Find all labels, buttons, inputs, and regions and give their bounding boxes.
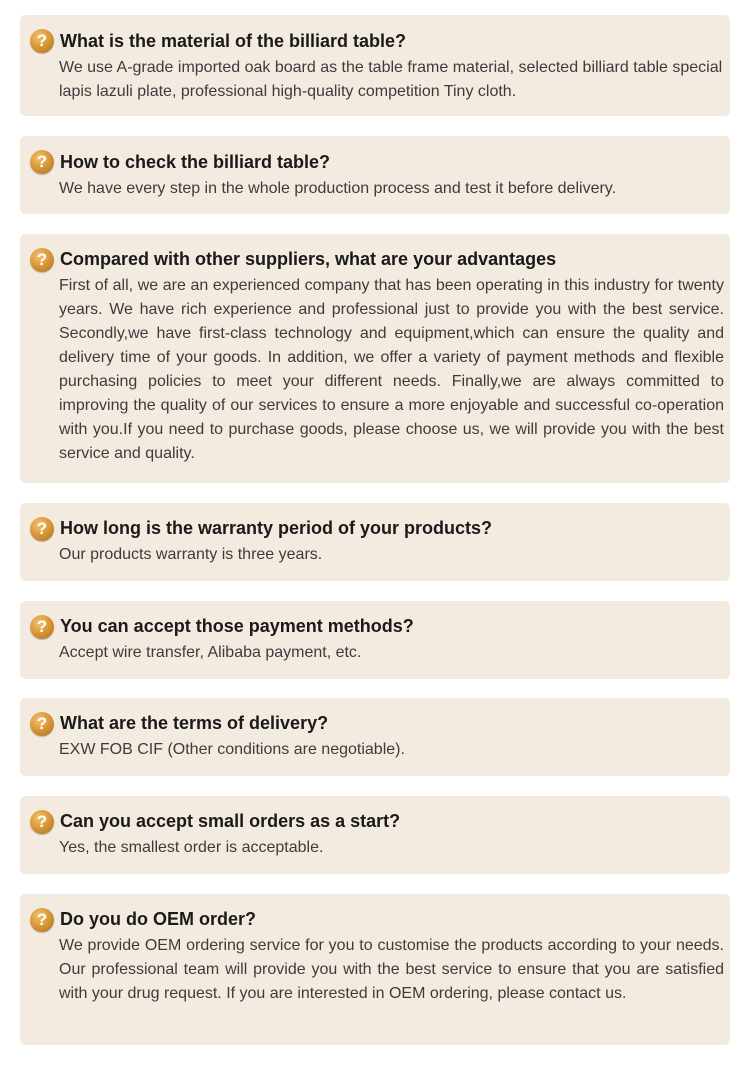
faq-question: What are the terms of delivery? [60,713,329,733]
faq-answer: First of all, we are an experienced company that has been operating in this industry for twenty years. We have rich experience and professional just to provide you with the best service. Secondly,we have first-class technology and equipment,which can ensure the quality and delivery time of your goods. In addition, we offer a variety of payment methods and flexible purchasing policies to meet your different needs. Finally,we are always committed to improving the quality of our services to ensure a more enjoyable and successful co-operation with you.If you need to purchase goods, please choose us, we will provide you with the best service and quality. [59,277,724,462]
question-icon: ? [30,517,54,541]
question-icon: ? [30,29,54,53]
faq-question: You can accept those payment methods? [60,616,414,636]
faq-card-oem [20,894,730,1045]
question-icon: ? [30,712,54,736]
faq-question: How long is the warranty period of your products? [60,518,493,538]
faq-question: Compared with other suppliers, what are your advantages [60,249,557,269]
question-icon: ? [30,248,54,272]
faq-answer: We have every step in the whole production process and test it before delivery. [59,180,617,197]
faq-answer: EXW FOB CIF (Other conditions are negotiable). [59,741,405,758]
faq-answer: We provide OEM ordering service for you to customise the products according to your needs. Our professional team will provide you with the best service to ensure that you are satisfied with your drug request. If you are interested in OEM ordering, please contact us. [59,937,724,1002]
faq-card-check [20,136,730,214]
faq-answer: We use A-grade imported oak board as the table frame material, selected billiard table special lapis lazuli plate, professional high-quality competition Tiny cloth. [59,59,723,100]
question-icon: ? [30,908,54,932]
faq-card-small-orders [20,796,730,874]
faq-card-material [20,15,730,116]
question-icon: ? [30,810,54,834]
question-icon: ? [30,615,54,639]
faq-answer: Yes, the smallest order is acceptable. [59,839,324,856]
faq-card-advantages [20,234,730,483]
faq-question: Do you do OEM order? [60,909,256,929]
faq-card-delivery [20,698,730,776]
faq-answer: Accept wire transfer, Alibaba payment, etc. [59,644,362,661]
faq-question: How to check the billiard table? [60,152,331,172]
faq-card-warranty [20,503,730,581]
faq-question: What is the material of the billiard table? [60,31,407,51]
faq-answer: Our products warranty is three years. [59,546,323,563]
question-icon: ? [30,150,54,174]
faq-question: Can you accept small orders as a start? [60,811,401,831]
faq-card-payment [20,601,730,679]
